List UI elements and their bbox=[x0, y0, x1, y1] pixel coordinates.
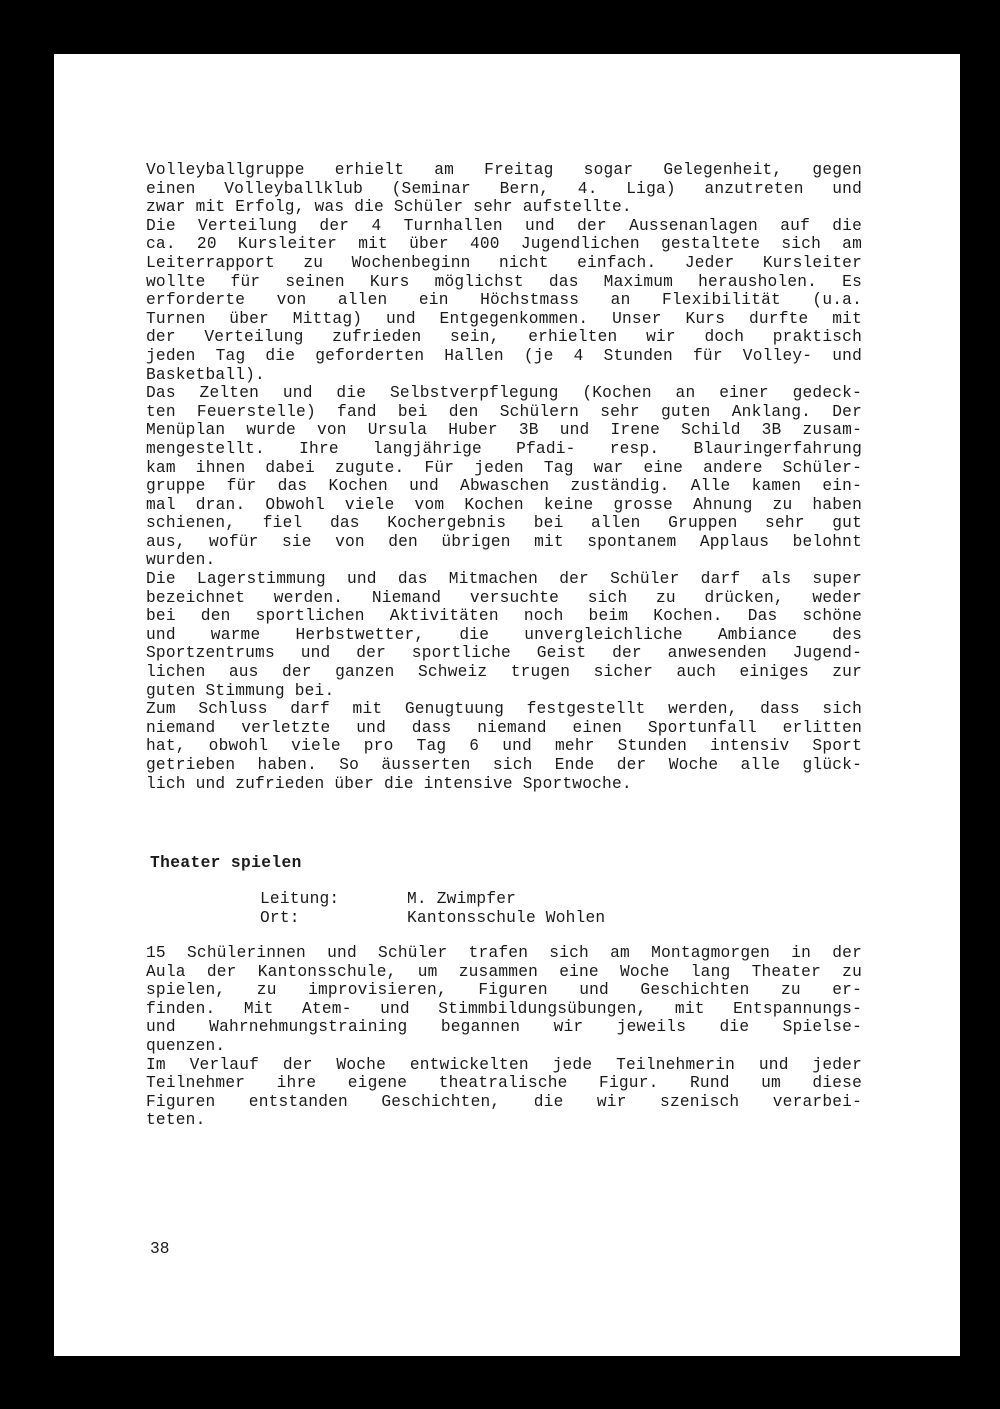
text-line: und warme Herbstwetter, die unvergleichliche Ambiance des bbox=[146, 625, 862, 644]
text-line: und Wahrnehmungstraining begannen wir jeweils die Spielse- bbox=[146, 1018, 862, 1037]
sport-report-text bbox=[146, 161, 862, 793]
text-line: bei den sportlichen Aktivitäten noch beim Kochen. Das schöne bbox=[146, 607, 862, 626]
leitung-label: Leitung: bbox=[260, 890, 340, 908]
text-line: spielen, zu improvisieren, Figuren und Geschichten zu er- bbox=[146, 981, 862, 1000]
text-line: finden. Mit Atem- und Stimmbildungsübungen, mit Entspannungs- bbox=[146, 999, 862, 1018]
text-line: Das Zelten und die Selbstverpflegung (Kochen an einer gedeck- bbox=[146, 384, 862, 403]
text-line: ten Feuerstelle) fand bei den Schülern sehr guten Anklang. Der bbox=[146, 402, 862, 421]
text-line: mengestellt. Ihre langjährige Pfadi- resp. Blauringerfahrung bbox=[146, 439, 862, 458]
info-row-leitung bbox=[260, 890, 605, 909]
text-line: aus, wofür sie von den übrigen mit spontanem Applaus belohnt bbox=[146, 532, 862, 551]
text-line: 15 Schülerinnen und Schüler trafen sich am Montagmorgen in der bbox=[146, 944, 862, 962]
text-line: Turnen über Mittag) und Entgegenkommen. Unser Kurs durfte mit bbox=[146, 309, 862, 328]
text-line: lichen aus der ganzen Schweiz trugen sicher auch einiges zur bbox=[146, 663, 862, 682]
text-line: Die Lagerstimmung und das Mitmachen der Schüler darf als super bbox=[146, 570, 862, 589]
text-line: der Verteilung zufrieden sein, erhielten wir doch praktisch bbox=[146, 328, 862, 347]
text-line: getrieben haben. So äusserten sich Ende der Woche alle glück- bbox=[146, 756, 862, 774]
text-line: Aula der Kantonsschule, um zusammen eine Woche lang Theater zu bbox=[146, 962, 862, 981]
text-line: lich und zufrieden über die intensive Sportwoche. bbox=[146, 774, 632, 793]
text-line: schienen, fiel das Kochergebnis bei allen Gruppen sehr gut bbox=[146, 514, 862, 533]
text-line: Menüplan wurde von Ursula Huber 3B und Irene Schild 3B zusam- bbox=[146, 421, 862, 440]
text-line: guten Stimmung bei. bbox=[146, 681, 335, 700]
text-line: Die Verteilung der 4 Turnhallen und der Aussenanlagen auf die bbox=[146, 216, 862, 235]
text-line: Im Verlauf der Woche entwickelten jede Teilnehmerin und jeder bbox=[146, 1055, 862, 1074]
text-line: teten. bbox=[146, 1111, 206, 1130]
text-line: wollte für seinen Kurs möglichst das Maximum herausholen. Es bbox=[146, 272, 862, 291]
text-line: einen Volleyballklub (Seminar Bern, 4. Liga) anzutreten und bbox=[146, 179, 862, 198]
theater-report-text bbox=[146, 944, 862, 1130]
text-line: kam ihnen dabei zugute. Für jeden Tag war eine andere Schüler- bbox=[146, 458, 862, 477]
info-row-ort bbox=[260, 909, 605, 928]
text-line: mal dran. Obwohl viele vom Kochen keine grosse Ahnung zu haben bbox=[146, 495, 862, 514]
text-line: Zum Schluss darf mit Genugtuung festgestellt werden, dass sich bbox=[146, 700, 862, 719]
text-line: quenzen. bbox=[146, 1036, 226, 1055]
text-line: Basketball). bbox=[146, 365, 265, 384]
course-info bbox=[260, 890, 605, 927]
text-line: ca. 20 Kursleiter mit über 400 Jugendlichen gestaltete sich am bbox=[146, 235, 862, 254]
text-line: erforderte von allen ein Höchstmass an Flexibilität (u.a. bbox=[146, 291, 862, 310]
text-line: niemand verletzte und dass niemand einen Sportunfall erlitten bbox=[146, 718, 862, 737]
section-heading: Theater spielen bbox=[150, 854, 302, 872]
text-line: gruppe für das Kochen und Abwaschen zuständig. Alle kamen ein- bbox=[146, 477, 862, 496]
page-number: 38 bbox=[150, 1240, 170, 1258]
text-line: zwar mit Erfolg, was die Schüler sehr aufstellte. bbox=[146, 198, 632, 217]
text-line: Leiterrapport zu Wochenbeginn nicht einfach. Jeder Kursleiter bbox=[146, 253, 862, 272]
text-line: hat, obwohl viele pro Tag 6 und mehr Stunden intensiv Sport bbox=[146, 737, 862, 756]
text-line: wurden. bbox=[146, 551, 216, 570]
text-line: Sportzentrums und der sportliche Geist der anwesenden Jugend- bbox=[146, 644, 862, 663]
text-line: Volleyballgruppe erhielt am Freitag sogar Gelegenheit, gegen bbox=[146, 161, 862, 179]
leitung-value: M. Zwimpfer bbox=[407, 890, 517, 908]
document-page bbox=[54, 54, 960, 1356]
text-line: Teilnehmer ihre eigene theatralische Figur. Rund um diese bbox=[146, 1074, 862, 1093]
text-line: Figuren entstanden Geschichten, die wir szenisch verarbei- bbox=[146, 1092, 862, 1111]
ort-value: Kantonsschule Wohlen bbox=[407, 908, 606, 927]
ort-label: Ort: bbox=[260, 908, 300, 927]
text-line: bezeichnet werden. Niemand versuchte sich zu drücken, weder bbox=[146, 588, 862, 607]
text-line: jeden Tag die geforderten Hallen (je 4 Stunden für Volley- und bbox=[146, 346, 862, 365]
